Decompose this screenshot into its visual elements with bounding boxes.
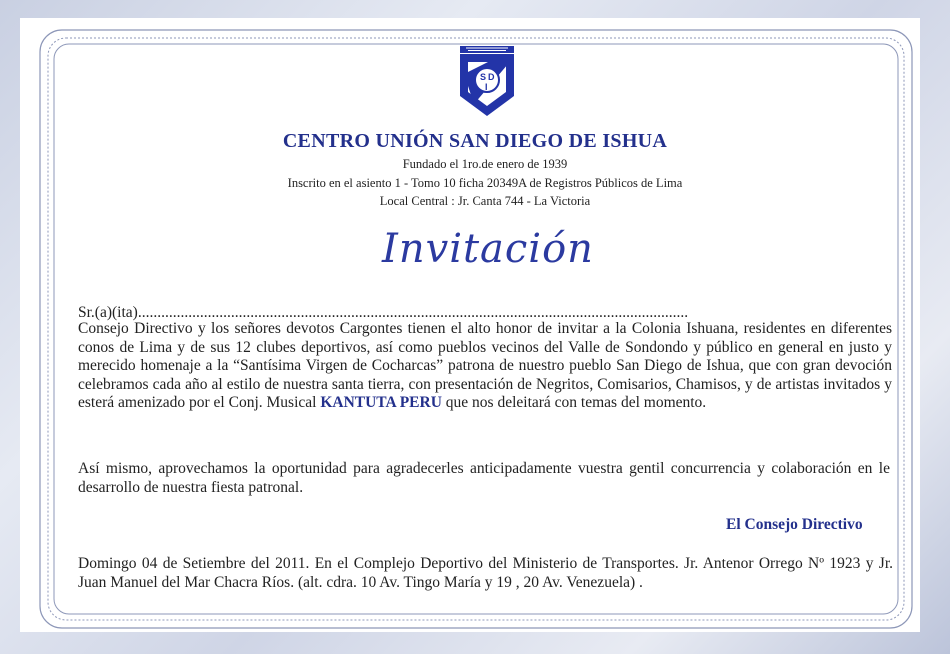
- organization-logo-icon: [456, 44, 518, 120]
- logo-letter-d: D: [488, 72, 495, 82]
- event-details: Domingo 04 de Setiembre del 2011. En el Complejo Deportivo del Ministerio de Transportes. Jr. Antenor Orrego Nº 1923 y Jr. Juan Manuel del Mar Chacra Ríos. (alt. cdra. 10 Av. Tingo María y 19 , 20 Av. Venezuela) .: [78, 555, 893, 591]
- invitation-body: [78, 320, 892, 413]
- signature: El Consejo Directivo: [726, 516, 863, 533]
- body-text-closing: que nos deleitará con temas del momento.: [445, 394, 707, 412]
- body-text-main: Consejo Directivo y los señores devotos Cargontes tienen el alto honor de invitar a la Colonia Ishuana, residentes en diferentes conos de Lima y de sus 12 clubes deportivos, así como pueblos vecinos del Valle de Sondondo y público en general en justo y merecido homenaje a la “Santísima Virgen de Cocharcas” patrona de nuestro pueblo San Diego de Ishua, que con gran devoción celebramos cada año al estilo de nuestra santa tierra, con presentación de Negritos, Comisarios, Chamisos, y de artistas invitados y esterá amenizado por el Conj. Musical: [78, 320, 892, 412]
- thanks-paragraph: Así mismo, aprovechamos la oportunidad para agradecerles anticipadamente vuestra gentil concurrencia y colaboración en le desarrollo de nuestra fiesta patronal.: [78, 460, 890, 496]
- invitation-title: Invitación: [382, 226, 594, 272]
- founded-date: Fundado el 1ro.de enero de 1939: [402, 157, 568, 171]
- registry-info: Inscrito en el asiento 1 - Tomo 10 ficha 20349A de Registros Públicos de Lima: [287, 176, 683, 190]
- logo-letter-i: I: [485, 82, 488, 92]
- local-address: Local Central : Jr. Canta 744 - La Victoria: [379, 194, 591, 208]
- salutation-line: Sr.(a)(ita)..............................................................................................................................................: [78, 304, 689, 321]
- logo-letter-s: S: [480, 72, 487, 82]
- organization-name: CENTRO UNIÓN SAN DIEGO DE ISHUA: [282, 130, 668, 152]
- band-name: KANTUTA PERU: [320, 394, 442, 412]
